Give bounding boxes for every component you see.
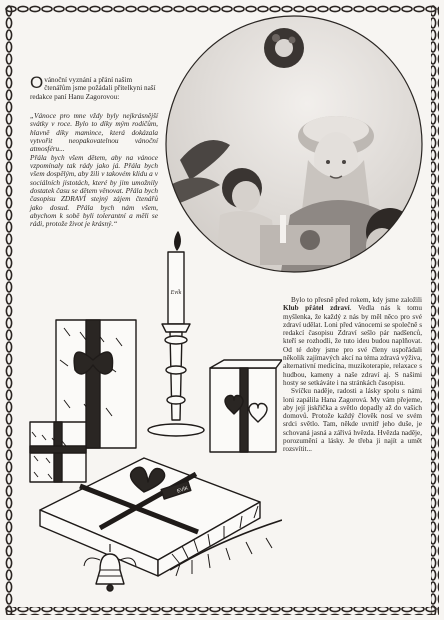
- article-paragraph-2: Svíčku naděje, radosti a lásky spolu s námi loni zapálila Hana Zagorová. My vám přejeme, aby její jiskřička a světlo dopadly až do vašich domovů. Protože každý člověk nosí ve svém srdci světlo. Tam, někde uvnitř jeho duše, je schovaná jasná a zářivá hvězda. Hvězda naděje, porozumění a lásky. Je třeba ji najít a umět rozsvítit...: [283, 387, 422, 454]
- hana-zagorova-quote: „Vánoce pro mne vždy byly nejkrásnější svátky v roce. Bylo to díky mým rodičům, hlavně díky mamince, která dokázala vytvořit neopakovatelnou vánoční atmosféru... Přála bych všem dětem, aby na vánoce vzpomínaly tak rády jako já. Přála bych všem dospělým, aby žili v takovém klidu a v sociálních jistotách, které by jim umožnily dostatek času se dětem věnovat. Přála bych časopisu ZDRAVÍ stejný zájem čtenářů jako dosud. Přála bych nám všem, abychom k sobě byli tolerantní a měli se rádi, protože život je krásný.“: [30, 111, 158, 229]
- candle-label: Evík: [170, 290, 182, 296]
- christmas-illustration: [20, 220, 282, 612]
- club-name: Klub přátel zdraví: [283, 304, 350, 313]
- package-label: EVÍK: [176, 485, 190, 495]
- article-p1-before: Bylo to přesně před rokem, kdy jsme založili: [291, 296, 422, 304]
- intro-text: vánoční vyznání a přání našim čtenářům jsme požádali přítelkyni naší redakce paní Hanu Zagorovou:: [30, 76, 156, 101]
- article-paragraph-1: [283, 296, 422, 387]
- drop-cap: O: [30, 73, 44, 92]
- club-article: [283, 296, 422, 454]
- article-p1-after: . Vedla nás k tomu myšlenka, že každý z nás by měl něco pro své zdraví udělat. Loni před vánocemi se společně s redakcí časopisu Zdraví sešlo pár nadšenců, kteří se rozhodli, že tuto ideu budou naplňovat. Od té doby jsme pro své členy uspořádali několik zajímavých akcí na téma zdravá výživa, alternativní medicína, muzikoterapie, relaxace s hudbou, kameny a naše zdraví aj. S našimi hosty se setkáváte i na stránkách časopisu.: [283, 304, 423, 387]
- intro-paragraph: [30, 73, 158, 101]
